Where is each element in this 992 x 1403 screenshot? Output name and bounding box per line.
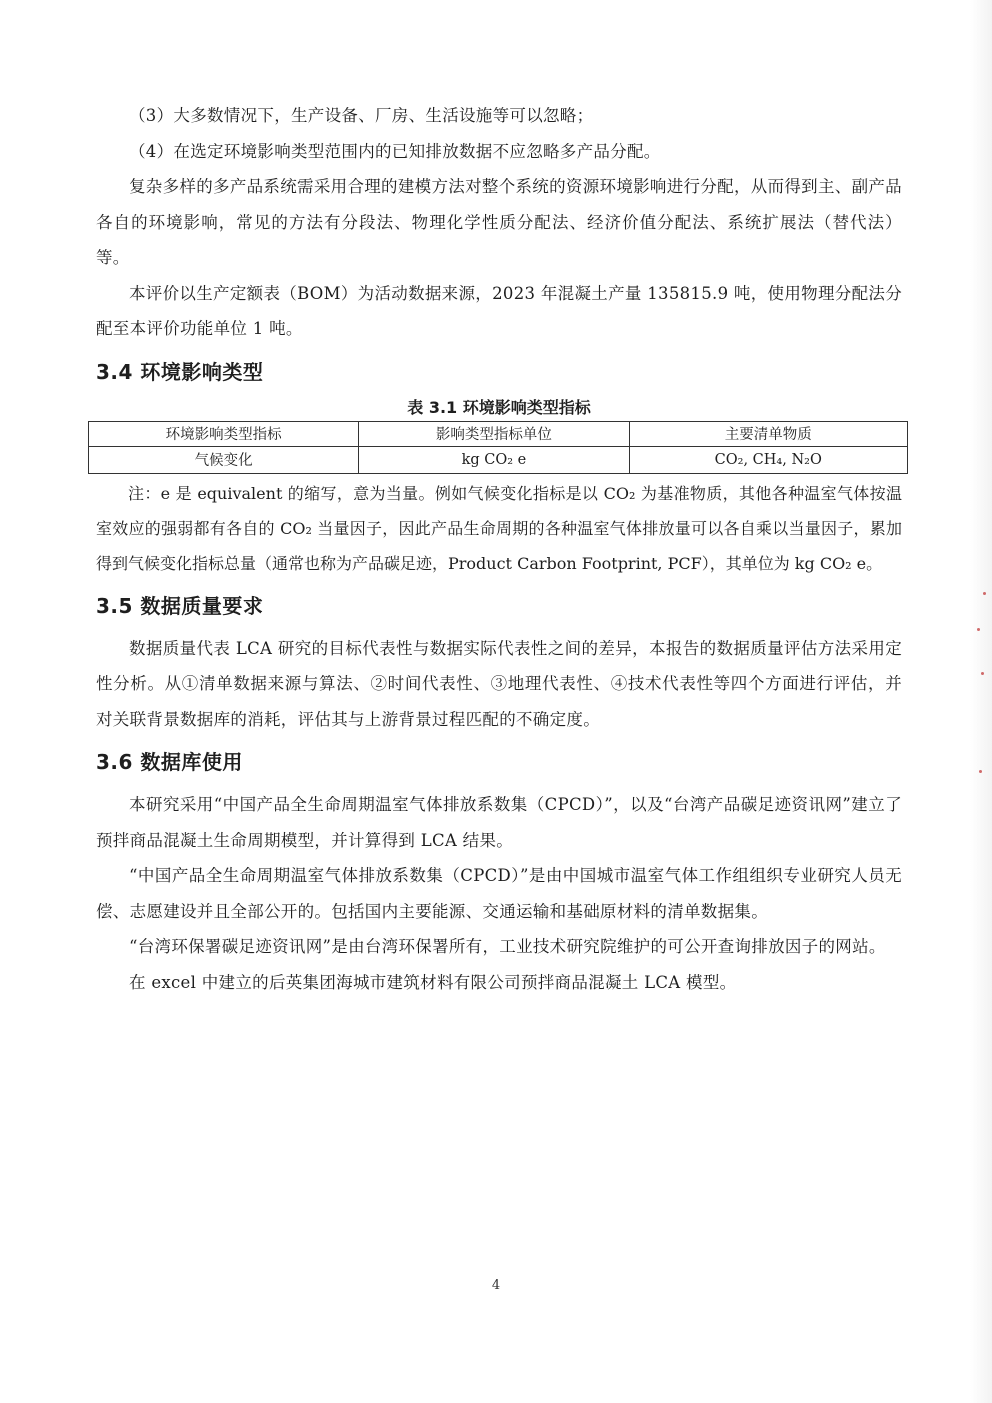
scan-mark bbox=[977, 628, 980, 631]
paragraph-data-quality: 数据质量代表 LCA 研究的目标代表性与数据实际代表性之间的差异，本报告的数据质量评估方法采用定性分析。从①清单数据来源与算法、②时间代表性、③地理代表性、④技术代表性等四个方面进行评估，并对关联背景数据库的消耗，评估其与上游背景过程匹配的不确定度。 bbox=[96, 638, 902, 729]
table-header-cell: 主要清单物质 bbox=[629, 421, 907, 446]
table-row bbox=[89, 446, 908, 473]
list-item-3: （3）大多数情况下，生产设备、厂房、生活设施等可以忽略； bbox=[129, 106, 594, 125]
impact-indicator-table bbox=[88, 421, 908, 474]
scan-edge-shadow bbox=[970, 0, 992, 1403]
scan-mark bbox=[979, 770, 982, 773]
scan-mark bbox=[981, 672, 984, 675]
paragraph-bom-source: 本评价以生产定额表（BOM）为活动数据来源，2023 年混凝土产量 135815.9 吨，使用物理分配法分配至本评价功能单位 1 吨。 bbox=[96, 283, 902, 338]
page-content bbox=[96, 98, 902, 1000]
table-header-cell: 环境影响类型指标 bbox=[89, 421, 359, 446]
scan-mark bbox=[983, 592, 986, 595]
table-note: 注：e 是 equivalent 的缩写，意为当量。例如气候变化指标是以 CO₂ 为基准物质，其他各种温室气体按温室效应的强弱都有各自的 CO₂ 当量因子，因此产品生命周期的各种温室气体排放量可以各自乘以当量因子，累加得到气候变化指标总量（通常也称为产品碳足迹，Product Carbon Footprint, PCF），其单位为 kg CO₂ e。 bbox=[96, 483, 902, 573]
section-3-4-heading: 3.4 环境影响类型 bbox=[96, 359, 264, 384]
table-cell: CO₂, CH₄, N₂O bbox=[629, 446, 907, 473]
section-3-6-heading: 3.6 数据库使用 bbox=[96, 750, 243, 774]
table-cell: kg CO₂ e bbox=[359, 446, 629, 473]
paragraph-taiwan-epa: “台湾环保署碳足迹资讯网”是由台湾环保署所有，工业技术研究院维护的可公开查询排放因子的网站。 bbox=[129, 937, 886, 956]
paragraph-database-usage: 本研究采用“中国产品全生命周期温室气体排放系数集（CPCD）”，以及“台湾产品碳足迹资讯网”建立了预拌商品混凝土生命周期模型，并计算得到 LCA 结果。 bbox=[96, 795, 902, 850]
table-caption: 表 3.1 环境影响类型指标 bbox=[407, 397, 591, 417]
page-number: 4 bbox=[491, 1278, 501, 1293]
paragraph-allocation-methods: 复杂多样的多产品系统需采用合理的建模方法对整个系统的资源环境影响进行分配，从而得到主、副产品各自的环境影响，常见的方法有分段法、物理化学性质分配法、经济价值分配法、系统扩展法（替代法）等。 bbox=[96, 177, 902, 267]
list-item-4: （4）在选定环境影响类型范围内的已知排放数据不应忽略多产品分配。 bbox=[129, 141, 661, 161]
section-3-5-heading: 3.5 数据质量要求 bbox=[96, 593, 264, 618]
paragraph-cpcd: “中国产品全生命周期温室气体排放系数集（CPCD）”是由中国城市温室气体工作组组织专业研究人员无偿、志愿建设并且全部公开的。包括国内主要能源、交通运输和基础原材料的清单数据集。 bbox=[96, 866, 902, 921]
table-header-cell: 影响类型指标单位 bbox=[359, 421, 629, 446]
paragraph-excel-model: 在 excel 中建立的后英集团海城市建筑材料有限公司预拌商品混凝土 LCA 模型。 bbox=[129, 972, 737, 992]
table-cell: 气候变化 bbox=[89, 446, 359, 473]
table-header-row bbox=[89, 421, 908, 446]
